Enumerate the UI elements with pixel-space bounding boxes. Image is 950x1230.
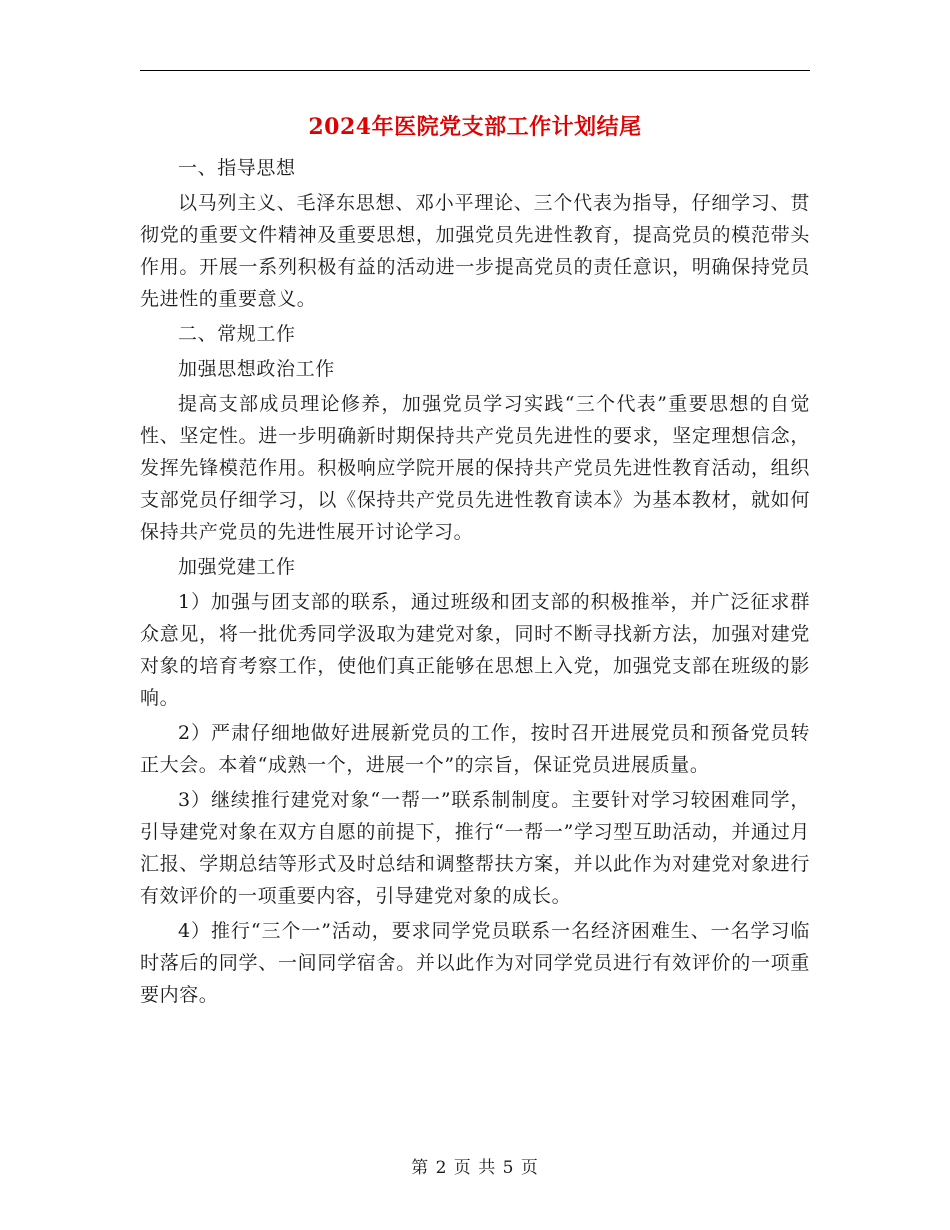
- page-number-label: 第 2 页 共 5 页: [411, 1158, 539, 1178]
- document-title: 2024年医院党支部工作计划结尾: [308, 114, 642, 140]
- list-item-1: 1）加强与团支部的联系，通过班级和团支部的积极推举，并广泛征求群众意见，将一批优秀同学汲取为建党对象，同时不断寻找新方法，加强对建党对象的培育考察工作，使他们真正能够在思想上入党，加强党支部在班级的影响。: [140, 591, 810, 709]
- section-heading-routine-work: 二、常规工作: [178, 323, 296, 345]
- section-heading-guiding-ideology: 一、指导思想: [178, 157, 296, 179]
- list-item-4: 4）推行“三个一”活动，要求同学党员联系一名经济困难生、一名学习临时落后的同学、一间同学宿舍。并以此作为对同学党员进行有效评价的一项重要内容。: [140, 920, 810, 1006]
- page-number: [140, 1153, 810, 1178]
- header-rule: [140, 70, 810, 71]
- subheading-party-building: 加强党建工作: [178, 556, 296, 578]
- list-item-3: 3）继续推行建党对象“一帮一”联系制制度。主要针对学习较困难同学，引导建党对象在双方自愿的前提下，推行“一帮一”学习型互助活动，并通过月汇报、学期总结等形式及时总结和调整帮扶方案，并以此作为对建党对象进行有效评价的一项重要内容，引导建党对象的成长。: [140, 789, 810, 907]
- subheading-ideological-work: 加强思想政治工作: [178, 358, 335, 380]
- list-item-2: 2）严肃仔细地做好进展新党员的工作，按时召开进展党员和预备党员转正大会。本着“成熟一个，进展一个”的宗旨，保证党员进展质量。: [140, 722, 810, 776]
- document-body: [140, 152, 810, 1014]
- paragraph-guiding-ideology: 以马列主义、毛泽东思想、邓小平理论、三个代表为指导，仔细学习、贯彻党的重要文件精神及重要思想，加强党员先进性教育，提高党员的模范带头作用。开展一系列积极有益的活动进一步提高党员的责任意识，明确保持党员先进性的重要意义。: [140, 192, 810, 310]
- paragraph-ideological-work: 提高支部成员理论修养，加强党员学习实践“三个代表”重要思想的自觉性、坚定性。进一步明确新时期保持共产党员先进性的要求，坚定理想信念，发挥先锋模范作用。积极响应学院开展的保持共产党员先进性教育活动，组织支部党员仔细学习，以《保持共产党员先进性教育读本》为基本教材，就如何保持共产党员的先进性展开讨论学习。: [140, 393, 810, 543]
